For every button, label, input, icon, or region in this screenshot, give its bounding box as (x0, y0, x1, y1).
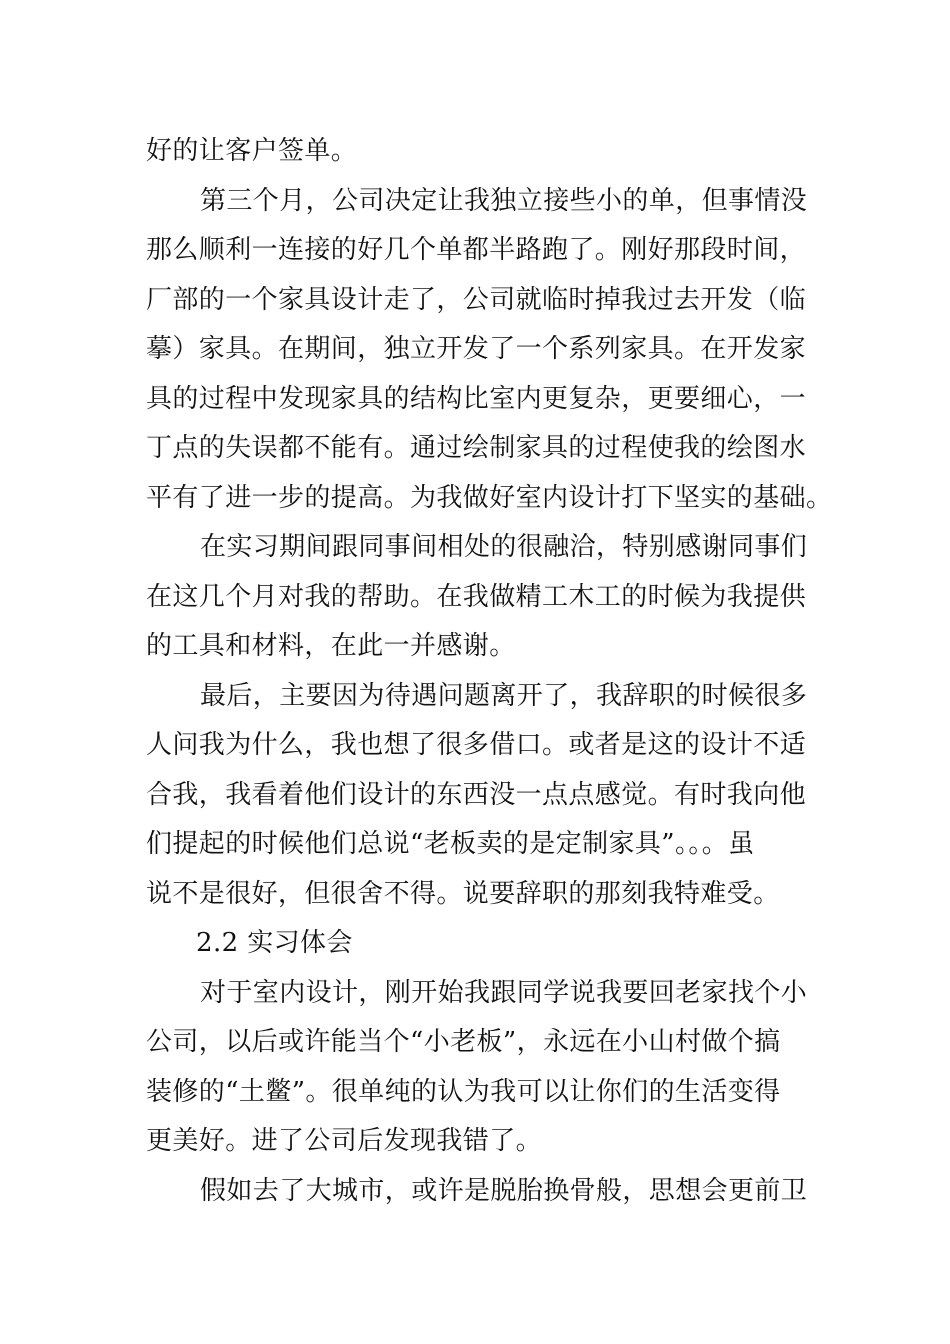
text-line: 摹）家具。在期间，独立开发了一个系列家具。在开发家 (146, 334, 807, 364)
text-line: 的工具和材料，在此一并感谢。 (146, 631, 516, 661)
document-body (146, 127, 833, 1216)
text-line: 平有了进一步的提高。为我做好室内设计打下坚实的基础。 (146, 482, 833, 513)
text-line: 在这几个月对我的帮助。在我做精工木工的时候为我提供 (146, 581, 807, 612)
text-line: 人问我为什么，我也想了很多借口。或者是这的设计不适 (146, 730, 807, 760)
text-line: 好的让客户签单。 (146, 136, 358, 166)
text-line: 假如去了大城市，或许是脱胎换骨般，思想会更前卫 (200, 1175, 808, 1206)
text-line: 在实习期间跟同事间相处的很融洽，特别感谢同事们 (200, 532, 808, 562)
paragraph-leaving (146, 672, 806, 920)
text-line: 对于室内设计，刚开始我跟同学说我要回老家找个小 (200, 977, 808, 1008)
text-line: 那么顺利一连接的好几个单都半路跑了。刚好那段时间， (146, 235, 807, 265)
text-line: 第三个月，公司决定让我独立接些小的单，但事情没 (200, 185, 808, 216)
paragraph-interior-design (146, 969, 806, 1167)
paragraph-continuation (146, 127, 806, 177)
text-line: 厂部的一个家具设计走了，公司就临时掉我过去开发（临 (146, 284, 807, 315)
section-heading: 2.2 实习体会 (196, 928, 353, 958)
text-line: 丁点的失误都不能有。通过绘制家具的过程使我的绘图水 (146, 433, 807, 463)
text-line: 说不是很好，但很舍不得。说要辞职的那刻我特难受。 (146, 878, 780, 909)
text-line: 最后，主要因为待遇问题离开了，我辞职的时候很多 (200, 680, 808, 711)
text-line: 们提起的时候他们总说“老板卖的是定制家具”。。。虽 (146, 829, 755, 859)
text-line: 合我，我看着他们设计的东西没一点点感觉。有时我向他 (146, 779, 807, 810)
text-line: 装修的“土鳖”。很单纯的认为我可以让你们的生活变得 (146, 1076, 781, 1107)
text-line: 更美好。进了公司后发现我错了。 (146, 1126, 543, 1156)
text-line: 具的过程中发现家具的结构比室内更复杂，更要细心，一 (146, 383, 807, 414)
text-line: 公司，以后或许能当个“小老板”，永远在小山村做个搞 (146, 1027, 781, 1057)
paragraph-colleagues (146, 523, 806, 672)
paragraph-big-city (146, 1167, 806, 1217)
paragraph-third-month (146, 177, 833, 524)
